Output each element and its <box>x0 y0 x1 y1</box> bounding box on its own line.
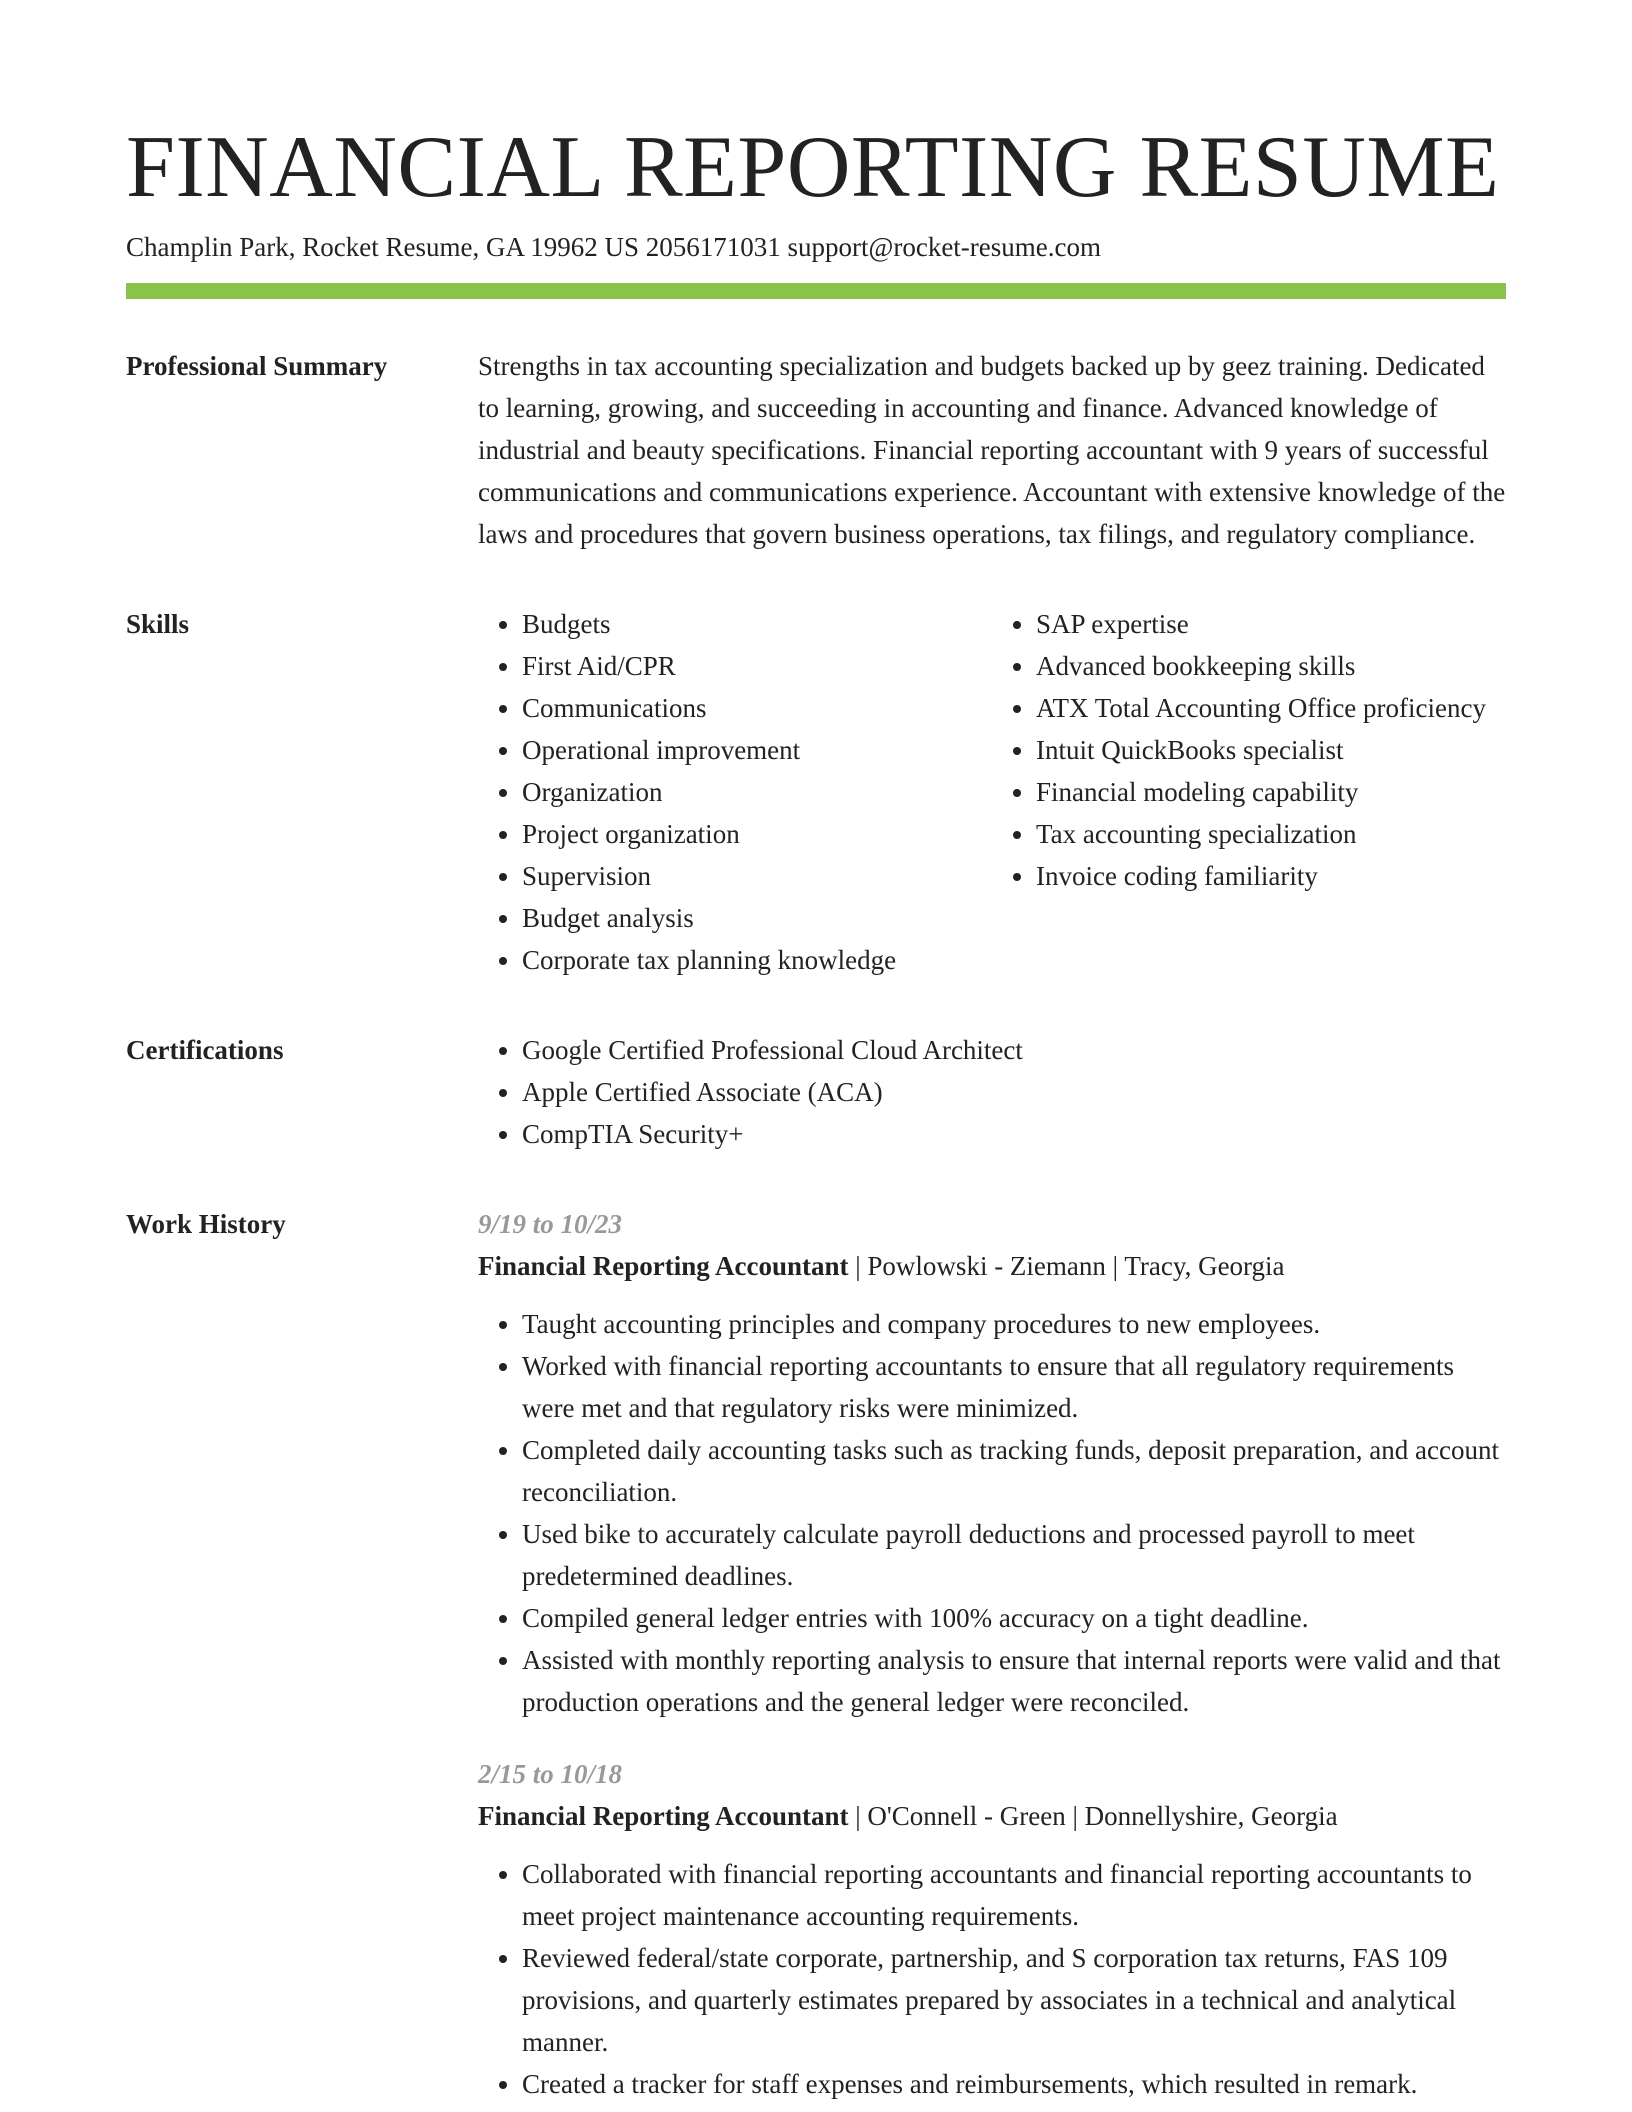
certifications-heading: Certifications <box>126 1035 284 1066</box>
summary-section <box>126 345 1506 555</box>
skill-item: • First Aid/CPR <box>522 645 992 687</box>
job-company-location: | Powlowski - Ziemann | Tracy, Georgia <box>848 1251 1285 1282</box>
certifications-list <box>478 1029 1506 1155</box>
job-title-line <box>478 1795 1506 1837</box>
skill-item: • Operational improvement <box>522 729 992 771</box>
job-entry <box>478 1203 1506 1723</box>
job-dates: 9/19 to 10/23 <box>478 1209 623 1240</box>
job-bullet: • Assisted with monthly reporting analysis to ensure that internal reports were valid and that production operations and the general ledger were reconciled. <box>522 1639 1506 1723</box>
job-bullet: • Completed daily accounting tasks such as tracking funds, deposit preparation, and account reconciliation. <box>522 1429 1506 1513</box>
job-bullet: • Taught accounting principles and company procedures to new employees. <box>522 1303 1506 1345</box>
skill-item: • Advanced bookkeeping skills <box>1036 645 1506 687</box>
skill-item: • Communications <box>522 687 992 729</box>
certification-item: • Apple Certified Associate (ACA) <box>522 1071 1506 1113</box>
skill-item: • Intuit QuickBooks specialist <box>1036 729 1506 771</box>
skill-item: • Supervision <box>522 855 992 897</box>
skill-item: • SAP expertise <box>1036 603 1506 645</box>
skill-item: • Budget analysis <box>522 897 992 939</box>
skill-item: • Organization <box>522 771 992 813</box>
skills-list-col1 <box>478 603 992 981</box>
certifications-section <box>126 1029 1506 1155</box>
job-entry <box>478 1753 1506 2105</box>
certification-item: • CompTIA Security+ <box>522 1113 1506 1155</box>
certifications-body <box>478 1029 1506 1155</box>
skill-item: • Corporate tax planning knowledge <box>522 939 992 981</box>
summary-heading: Professional Summary <box>126 351 388 382</box>
job-bullets <box>478 1303 1506 1723</box>
skills-section <box>126 603 1506 981</box>
contact-line: Champlin Park, Rocket Resume, GA 19962 US 2056171031 support@rocket-resume.com <box>126 232 1101 263</box>
skill-item: • Invoice coding familiarity <box>1036 855 1506 897</box>
job-bullet: • Reviewed federal/state corporate, partnership, and S corporation tax returns, FAS 109 provisions, and quarterly estimates prepared by associates in a technical and analytical manner. <box>522 1937 1506 2063</box>
certification-item: • Google Certified Professional Cloud Architect <box>522 1029 1506 1071</box>
resume-title: FINANCIAL REPORTING RESUME <box>126 119 1500 216</box>
job-title: Financial Reporting Accountant <box>478 1251 849 1282</box>
job-title: Financial Reporting Accountant <box>478 1801 849 1832</box>
work-history-body <box>478 1203 1506 2105</box>
job-company-location: | O'Connell - Green | Donnellyshire, Georgia <box>848 1801 1338 1832</box>
job-title-line <box>478 1245 1506 1287</box>
skills-list-col2 <box>992 603 1506 981</box>
skills-heading: Skills <box>126 609 190 640</box>
skill-item: • Budgets <box>522 603 992 645</box>
work-history-heading: Work History <box>126 1209 286 1240</box>
accent-divider <box>126 283 1506 299</box>
job-bullets <box>478 1853 1506 2105</box>
skill-item: • Tax accounting specialization <box>1036 813 1506 855</box>
skill-item: • ATX Total Accounting Office proficiency <box>1036 687 1506 729</box>
work-history-section <box>126 1203 1506 2105</box>
job-bullet: • Created a tracker for staff expenses and reimbursements, which resulted in remark. <box>522 2063 1506 2105</box>
job-bullet: • Collaborated with financial reporting accountants and financial reporting accountants to meet project maintenance accounting requirements. <box>522 1853 1506 1937</box>
skill-item: • Project organization <box>522 813 992 855</box>
summary-text: Strengths in tax accounting specialization and budgets backed up by geez training. Dedicated to learning, growing, and succeeding in accounting and finance. Advanced knowledge of industrial and beauty specifications. Financial reporting accountant with 9 years of successful communications and communications experience. Accountant with extensive knowledge of the laws and procedures that govern business operations, tax filings, and regulatory compliance. <box>478 351 1506 550</box>
skills-columns <box>478 603 1506 981</box>
job-bullet: • Worked with financial reporting accountants to ensure that all regulatory requirements were met and that regulatory risks were minimized. <box>522 1345 1506 1429</box>
job-bullet: • Used bike to accurately calculate payroll deductions and processed payroll to meet predetermined deadlines. <box>522 1513 1506 1597</box>
job-dates: 2/15 to 10/18 <box>478 1759 623 1790</box>
job-bullet: • Compiled general ledger entries with 100% accuracy on a tight deadline. <box>522 1597 1506 1639</box>
skill-item: • Financial modeling capability <box>1036 771 1506 813</box>
